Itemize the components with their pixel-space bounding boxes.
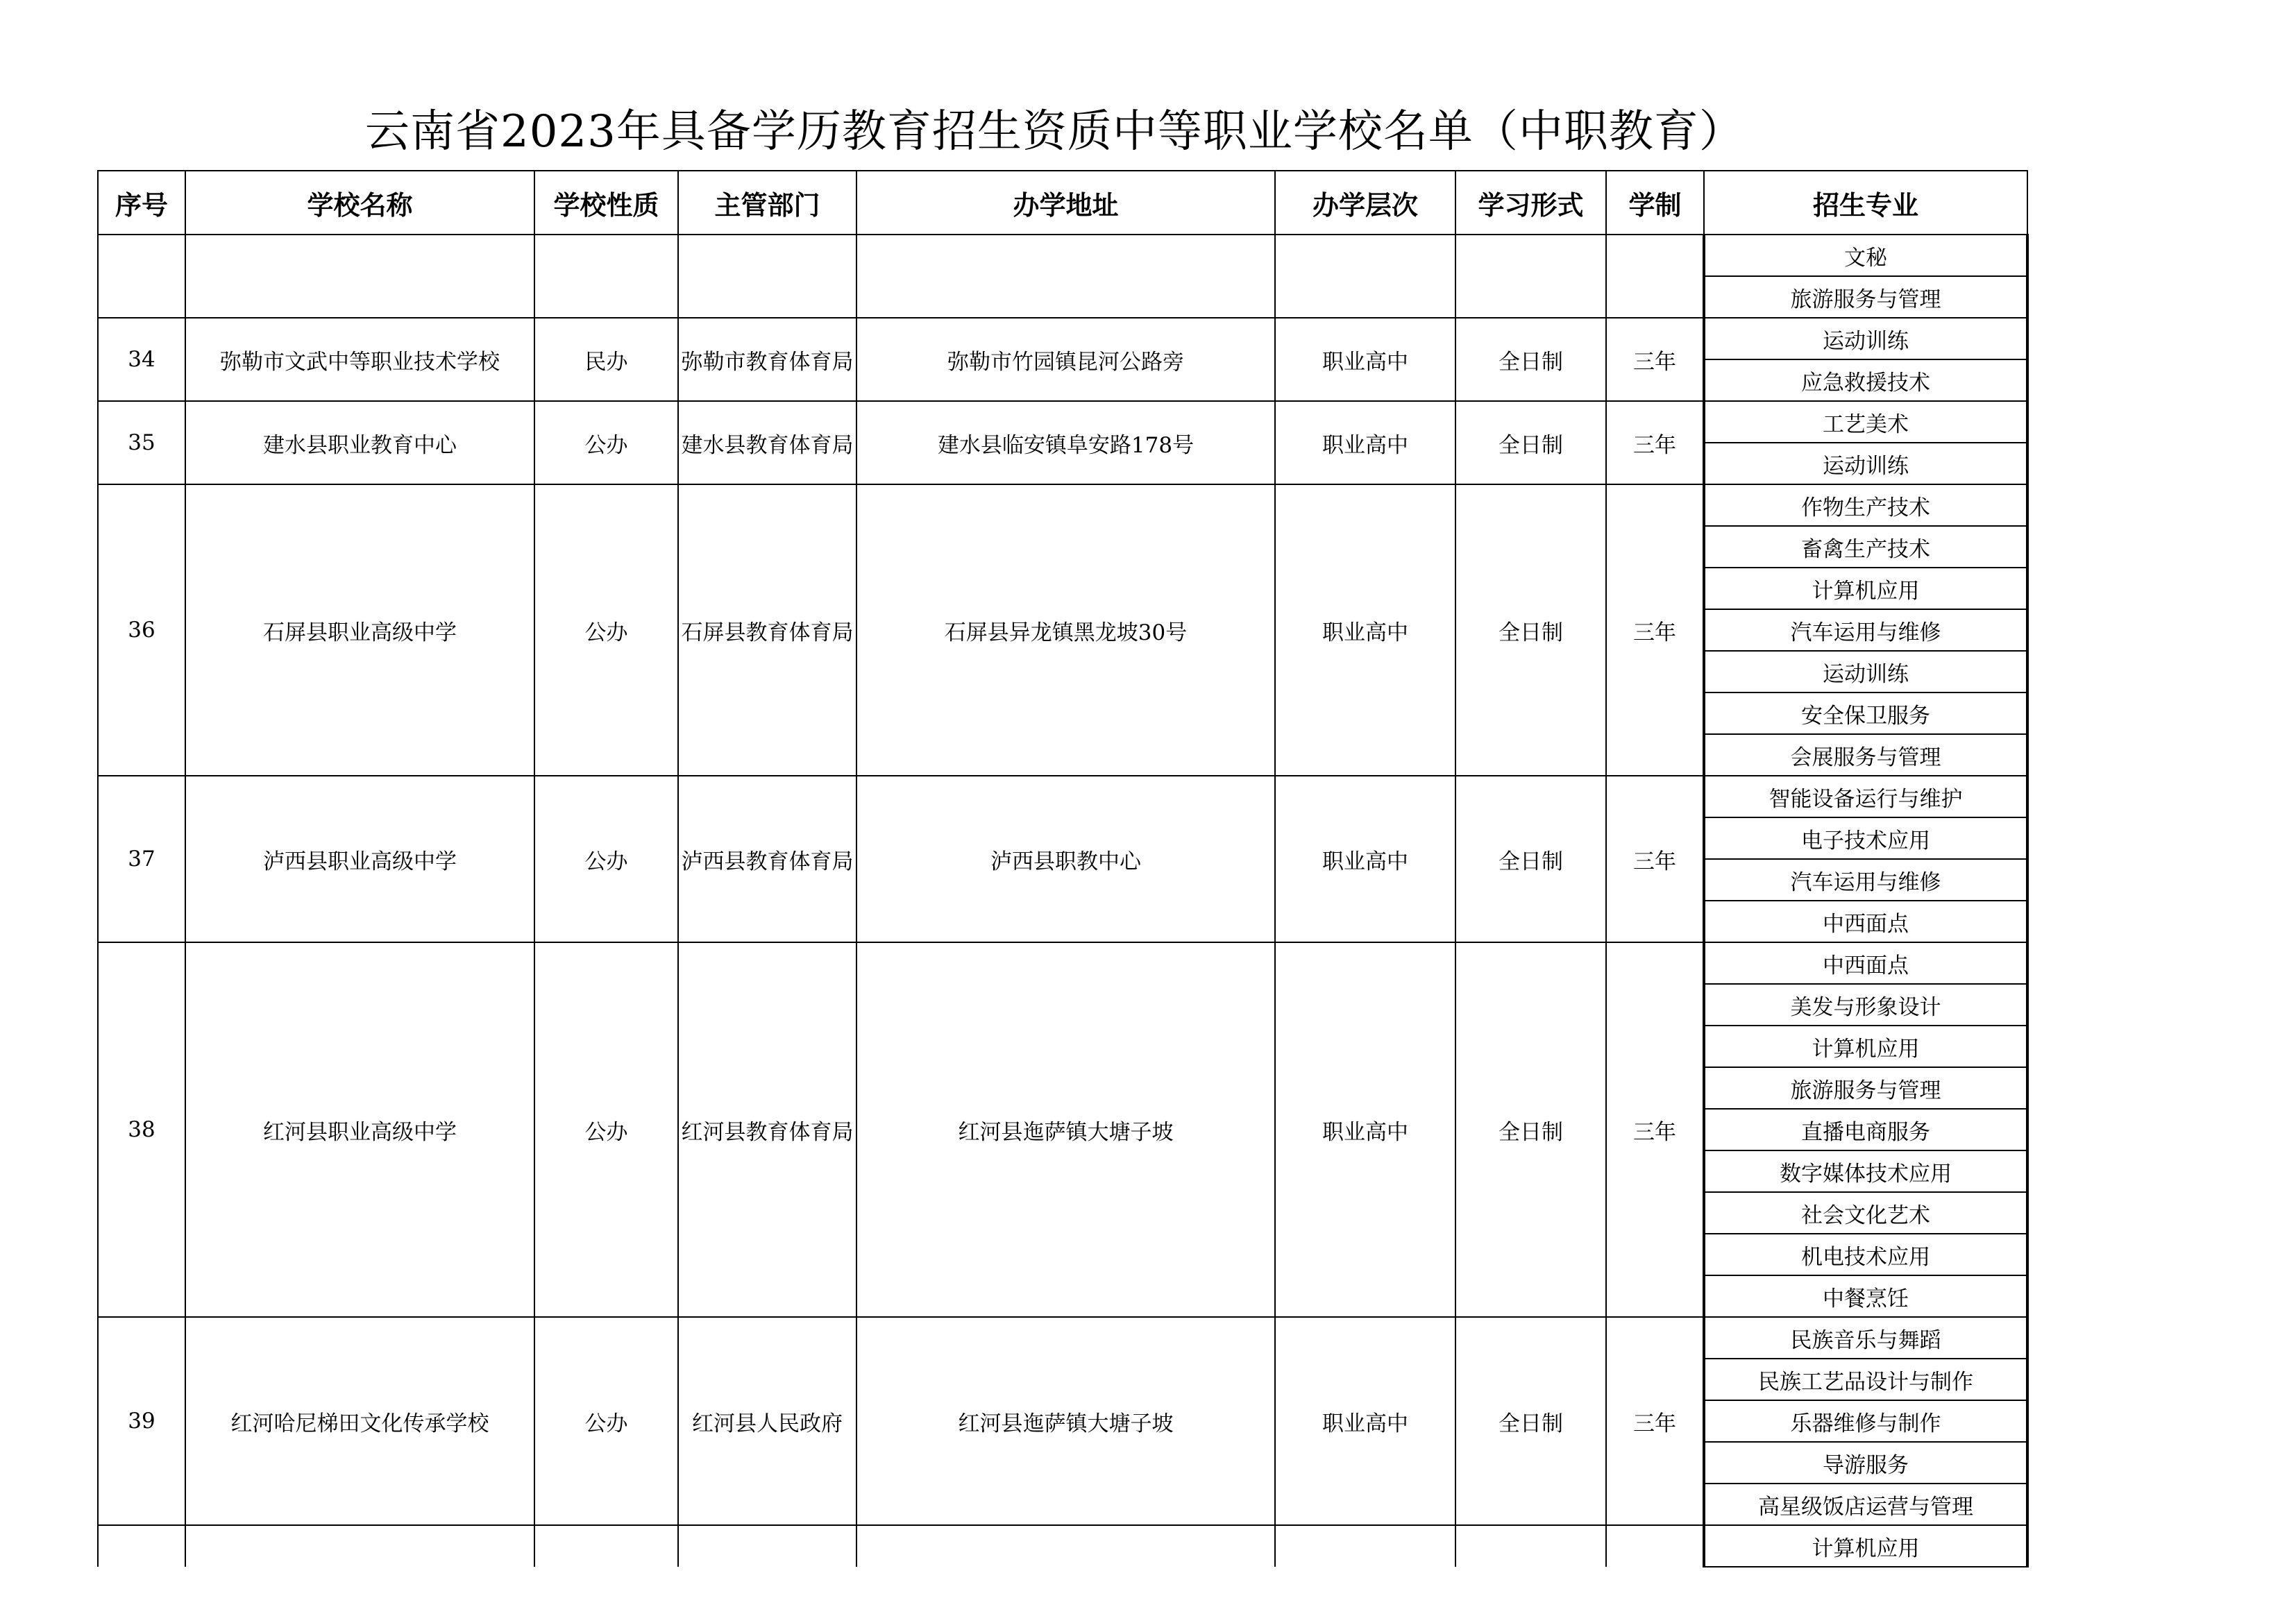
table-row xyxy=(98,484,2027,526)
continued-school-name xyxy=(185,1525,534,1567)
school-duration: 三年 xyxy=(1606,401,1704,484)
school-no: 34 xyxy=(98,318,185,401)
page-title-text: 云南省2023年具备学历教育招生资质中等职业学校名单（中职教育） xyxy=(365,106,1744,158)
major-item: 电子技术应用 xyxy=(1704,817,2027,859)
school-nature: 公办 xyxy=(534,942,678,1317)
table-row xyxy=(98,776,2027,817)
table-row xyxy=(98,318,2027,359)
school-authority: 红河县教育体育局 xyxy=(678,942,856,1317)
school-no: 38 xyxy=(98,942,185,1317)
carry-over-school-authority xyxy=(678,235,856,318)
table-row xyxy=(98,1317,2027,1359)
school-address: 红河县迤萨镇大塘子坡 xyxy=(856,1317,1275,1525)
school-nature: 公办 xyxy=(534,401,678,484)
school-duration: 三年 xyxy=(1606,1317,1704,1525)
major-item: 安全保卫服务 xyxy=(1704,692,2027,734)
carry-over-school-name xyxy=(185,235,534,318)
school-no: 35 xyxy=(98,401,185,484)
school-level: 职业高中 xyxy=(1275,318,1455,401)
school-name: 泸西县职业高级中学 xyxy=(185,776,534,942)
major-item: 旅游服务与管理 xyxy=(1704,1067,2027,1109)
school-duration: 三年 xyxy=(1606,318,1704,401)
major-item: 导游服务 xyxy=(1704,1442,2027,1484)
school-level: 职业高中 xyxy=(1275,484,1455,776)
major-item: 计算机应用 xyxy=(1704,1026,2027,1067)
school-level: 职业高中 xyxy=(1275,776,1455,942)
major-item: 直播电商服务 xyxy=(1704,1109,2027,1150)
header-row xyxy=(98,171,2027,235)
school-name: 红河哈尼梯田文化传承学校 xyxy=(185,1317,534,1525)
major-item: 作物生产技术 xyxy=(1704,484,2027,526)
school-level: 职业高中 xyxy=(1275,1317,1455,1525)
school-nature: 公办 xyxy=(534,484,678,776)
school-name: 石屏县职业高级中学 xyxy=(185,484,534,776)
header-mode: 学习形式 xyxy=(1455,171,1606,235)
carry-over-school-mode xyxy=(1455,235,1606,318)
school-level: 职业高中 xyxy=(1275,401,1455,484)
major-item: 运动训练 xyxy=(1704,318,2027,359)
major-item: 民族工艺品设计与制作 xyxy=(1704,1359,2027,1400)
table-row xyxy=(98,401,2027,443)
major-item: 汽车运用与维修 xyxy=(1704,609,2027,651)
continued-school-duration xyxy=(1606,1525,1704,1567)
carry-over-school-nature xyxy=(534,235,678,318)
header-nature: 学校性质 xyxy=(534,171,678,235)
school-mode: 全日制 xyxy=(1455,318,1606,401)
school-mode: 全日制 xyxy=(1455,484,1606,776)
header-authority: 主管部门 xyxy=(678,171,856,235)
major-item: 中西面点 xyxy=(1704,901,2027,942)
major-item: 应急救援技术 xyxy=(1704,359,2027,401)
school-authority: 石屏县教育体育局 xyxy=(678,484,856,776)
page-title xyxy=(97,103,2110,161)
continued-school-address xyxy=(856,1525,1275,1567)
header-majors: 招生专业 xyxy=(1704,171,2027,235)
roster-body xyxy=(98,235,2027,1567)
major-item: 乐器维修与制作 xyxy=(1704,1400,2027,1442)
school-duration: 三年 xyxy=(1606,776,1704,942)
school-authority: 红河县人民政府 xyxy=(678,1317,856,1525)
continued-school-mode xyxy=(1455,1525,1606,1567)
school-no: 37 xyxy=(98,776,185,942)
carry-over-school-no xyxy=(98,235,185,318)
major-item: 高星级饭店运营与管理 xyxy=(1704,1484,2027,1525)
major-item: 数字媒体技术应用 xyxy=(1704,1150,2027,1192)
continued-school-nature xyxy=(534,1525,678,1567)
major-item: 运动训练 xyxy=(1704,443,2027,484)
school-name: 弥勒市文武中等职业技术学校 xyxy=(185,318,534,401)
major-item: 中西面点 xyxy=(1704,942,2027,984)
school-mode: 全日制 xyxy=(1455,942,1606,1317)
carry-over-school-duration xyxy=(1606,235,1704,318)
school-address: 红河县迤萨镇大塘子坡 xyxy=(856,942,1275,1317)
carry-over-school-level xyxy=(1275,235,1455,318)
major-item: 计算机应用 xyxy=(1704,1525,2027,1567)
continued-school-authority xyxy=(678,1525,856,1567)
school-address: 石屏县异龙镇黑龙坡30号 xyxy=(856,484,1275,776)
school-address: 弥勒市竹园镇昆河公路旁 xyxy=(856,318,1275,401)
header-duration: 学制 xyxy=(1606,171,1704,235)
major-item: 机电技术应用 xyxy=(1704,1234,2027,1275)
major-item: 会展服务与管理 xyxy=(1704,734,2027,776)
school-level: 职业高中 xyxy=(1275,942,1455,1317)
school-nature: 民办 xyxy=(534,318,678,401)
school-address: 建水县临安镇阜安路178号 xyxy=(856,401,1275,484)
major-item: 文秘 xyxy=(1704,235,2027,276)
major-item: 美发与形象设计 xyxy=(1704,984,2027,1026)
header-school-name: 学校名称 xyxy=(185,171,534,235)
major-item: 畜禽生产技术 xyxy=(1704,526,2027,568)
school-name: 红河县职业高级中学 xyxy=(185,942,534,1317)
major-item: 社会文化艺术 xyxy=(1704,1192,2027,1234)
major-item: 中餐烹饪 xyxy=(1704,1275,2027,1317)
school-authority: 泸西县教育体育局 xyxy=(678,776,856,942)
continued-school-no xyxy=(98,1525,185,1567)
header-address: 办学地址 xyxy=(856,171,1275,235)
table-row xyxy=(98,1525,2027,1567)
school-nature: 公办 xyxy=(534,1317,678,1525)
continued-school-level xyxy=(1275,1525,1455,1567)
major-item: 旅游服务与管理 xyxy=(1704,276,2027,318)
school-mode: 全日制 xyxy=(1455,401,1606,484)
school-authority: 建水县教育体育局 xyxy=(678,401,856,484)
major-item: 智能设备运行与维护 xyxy=(1704,776,2027,817)
school-nature: 公办 xyxy=(534,776,678,942)
school-duration: 三年 xyxy=(1606,942,1704,1317)
school-authority: 弥勒市教育体育局 xyxy=(678,318,856,401)
school-duration: 三年 xyxy=(1606,484,1704,776)
school-no: 39 xyxy=(98,1317,185,1525)
school-mode: 全日制 xyxy=(1455,776,1606,942)
table-row xyxy=(98,235,2027,276)
major-item: 民族音乐与舞蹈 xyxy=(1704,1317,2027,1359)
school-mode: 全日制 xyxy=(1455,1317,1606,1525)
school-address: 泸西县职教中心 xyxy=(856,776,1275,942)
table-row xyxy=(98,942,2027,984)
major-item: 计算机应用 xyxy=(1704,568,2027,609)
header-no: 序号 xyxy=(98,171,185,235)
major-item: 汽车运用与维修 xyxy=(1704,859,2027,901)
school-no: 36 xyxy=(98,484,185,776)
carry-over-school-address xyxy=(856,235,1275,318)
major-item: 运动训练 xyxy=(1704,651,2027,692)
header-level: 办学层次 xyxy=(1275,171,1455,235)
major-item: 工艺美术 xyxy=(1704,401,2027,443)
school-name: 建水县职业教育中心 xyxy=(185,401,534,484)
school-roster-table xyxy=(97,170,2029,1567)
